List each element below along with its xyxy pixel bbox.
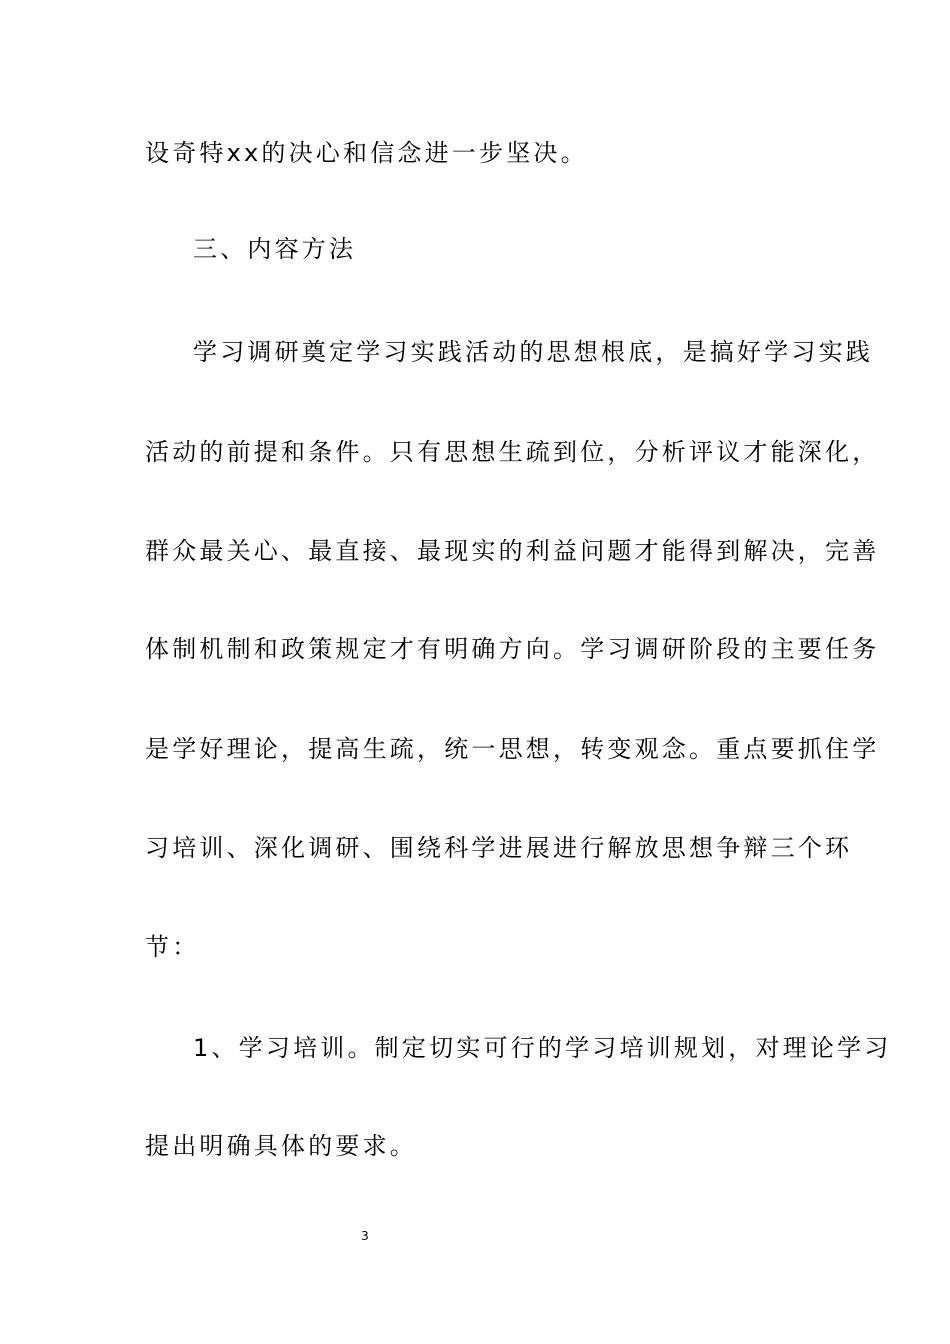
text-line: 节： [145, 933, 200, 961]
text-line: 体制机制和政策规定才有明确方向。学习调研阶段的主要任务 [145, 635, 880, 663]
text-line: 设奇特xx的决心和信念进一步坚决。 [145, 139, 588, 167]
section-heading: 三、内容方法 [193, 235, 357, 263]
text-line: 提出明确具体的要求。 [145, 1132, 417, 1160]
text-line: 学习调研奠定学习实践活动的思想根底，是搞好学习实践 [193, 338, 873, 366]
list-item-line: 1、学习培训。制定切实可行的学习培训规划，对理论学习 [193, 1034, 892, 1062]
text-line: 活动的前提和条件。只有思想生疏到位，分析评议才能深化， [145, 438, 880, 466]
text-line: 习培训、深化调研、围绕科学进展进行解放思想争辩三个环 [145, 834, 853, 862]
text-line: 群众最关心、最直接、最现实的利益问题才能得到解决，完善 [145, 537, 880, 565]
text-line: 是学好理论，提高生疏，统一思想，转变观念。重点要抓住学 [145, 735, 880, 763]
page-number: 3 [361, 1229, 369, 1243]
